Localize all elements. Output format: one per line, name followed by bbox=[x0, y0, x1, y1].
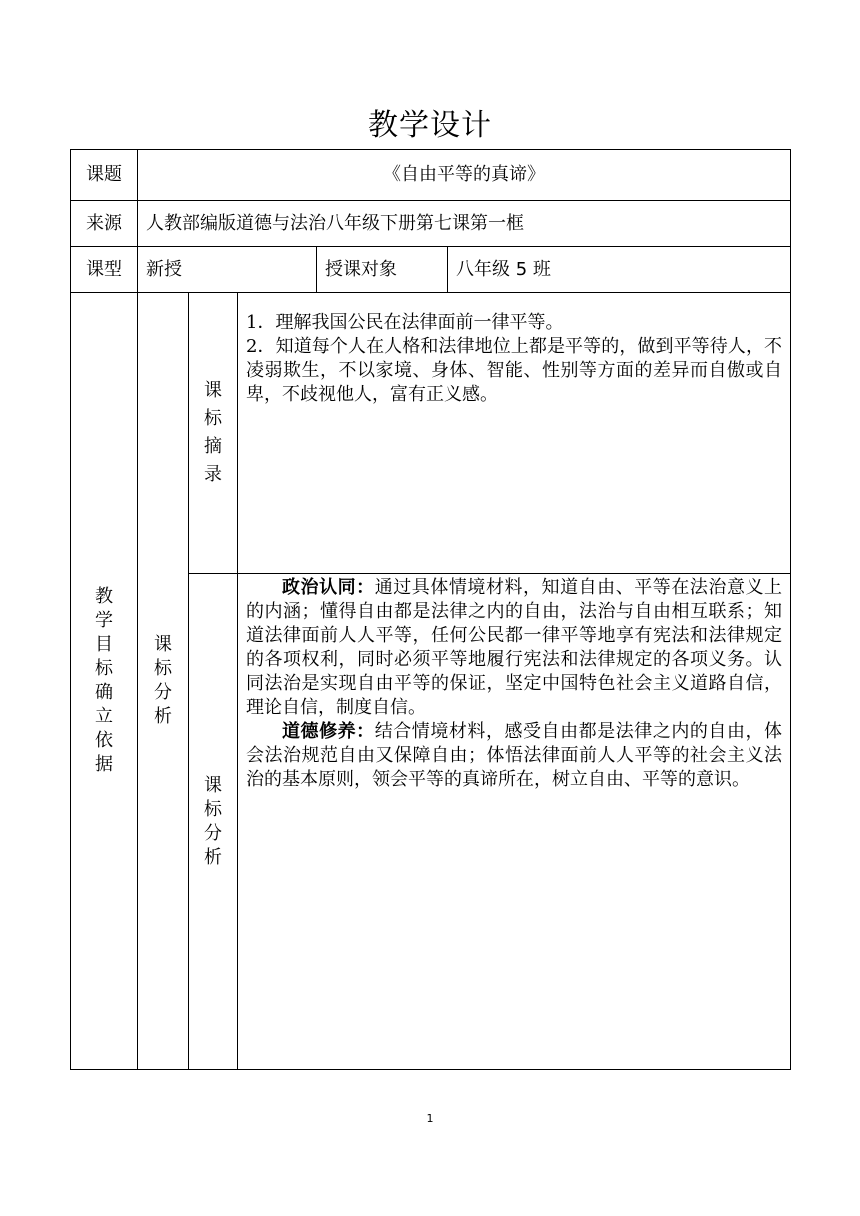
excerpt-char: 摘 bbox=[204, 436, 222, 457]
excerpt-content bbox=[238, 293, 791, 574]
teaching-basis-label bbox=[71, 293, 138, 1070]
source-value: 人教部编版道德与法治八年级下册第七课第一框 bbox=[138, 201, 791, 247]
page-number: 1 bbox=[426, 1112, 434, 1125]
analysis-text: 结合情境材料，感受自由都是法律之内的自由，体会法治规范自由又保障自由；体悟法律面前人人平等的社会主义法治的基本原则，领会平等的真谛所在，树立自由、平等的意识。 bbox=[246, 721, 783, 790]
excerpt-char: 录 bbox=[204, 464, 222, 485]
topic-label: 课题 bbox=[71, 150, 138, 201]
analysis-char: 分 bbox=[204, 822, 222, 844]
type-row bbox=[71, 247, 791, 293]
excerpt-row bbox=[71, 293, 791, 574]
analysis-char: 标 bbox=[204, 798, 222, 820]
analysis-heading: 道德修养： bbox=[282, 721, 375, 742]
analysis-char: 析 bbox=[204, 846, 222, 868]
type-value: 新授 bbox=[138, 247, 317, 293]
topic-row bbox=[71, 150, 791, 201]
excerpt-char: 课 bbox=[204, 380, 222, 401]
basis-char: 依 bbox=[95, 730, 113, 751]
analysis-paragraph-moral bbox=[246, 720, 782, 792]
standard-char: 析 bbox=[154, 706, 172, 727]
topic-value: 《自由平等的真谛》 bbox=[138, 150, 791, 201]
standard-analysis-label bbox=[138, 293, 189, 1070]
source-row bbox=[71, 201, 791, 247]
basis-char: 确 bbox=[95, 682, 113, 703]
analysis-heading: 政治认同： bbox=[282, 577, 375, 598]
audience-value: 八年级 5 班 bbox=[448, 247, 791, 293]
lesson-design-table bbox=[70, 149, 791, 1070]
analysis-content bbox=[238, 574, 791, 1070]
analysis-paragraph-political bbox=[246, 576, 782, 720]
basis-char: 目 bbox=[95, 634, 113, 655]
basis-char: 教 bbox=[95, 586, 113, 607]
excerpt-item: 2．知道每个人在人格和法律地位上都是平等的，做到平等待人，不凌弱欺生，不以家境、身体、智能、性别等方面的差异而自傲或自卑，不歧视他人，富有正义感。 bbox=[246, 336, 783, 405]
type-label: 课型 bbox=[71, 247, 138, 293]
source-label: 来源 bbox=[71, 201, 138, 247]
basis-char: 立 bbox=[95, 706, 113, 727]
standard-char: 标 bbox=[154, 658, 172, 679]
analysis-char: 课 bbox=[204, 774, 222, 796]
basis-char: 标 bbox=[95, 658, 113, 679]
standard-char: 分 bbox=[154, 682, 172, 703]
standard-char: 课 bbox=[154, 634, 172, 655]
excerpt-item: 1．理解我国公民在法律面前一律平等。 bbox=[246, 312, 564, 333]
analysis-label bbox=[189, 574, 238, 1070]
analysis-text: 通过具体情境材料，知道自由、平等在法治意义上的内涵；懂得自由都是法律之内的自由，法治与自由相互联系；知道法律面前人人平等，任何公民都一律平等地享有宪法和法律规定的各项权利，同时必须平等地履行宪法和法律规定的各项义务。认同法治是实现自由平等的保证，坚定中国特色社会主义道路自信，理论自信，制度自信。 bbox=[246, 577, 783, 718]
excerpt-char: 标 bbox=[204, 408, 222, 429]
document-title: 教学设计 bbox=[368, 108, 492, 143]
audience-label: 授课对象 bbox=[317, 247, 448, 293]
basis-char: 学 bbox=[95, 610, 113, 631]
excerpt-label bbox=[189, 293, 238, 574]
basis-char: 据 bbox=[95, 754, 113, 775]
